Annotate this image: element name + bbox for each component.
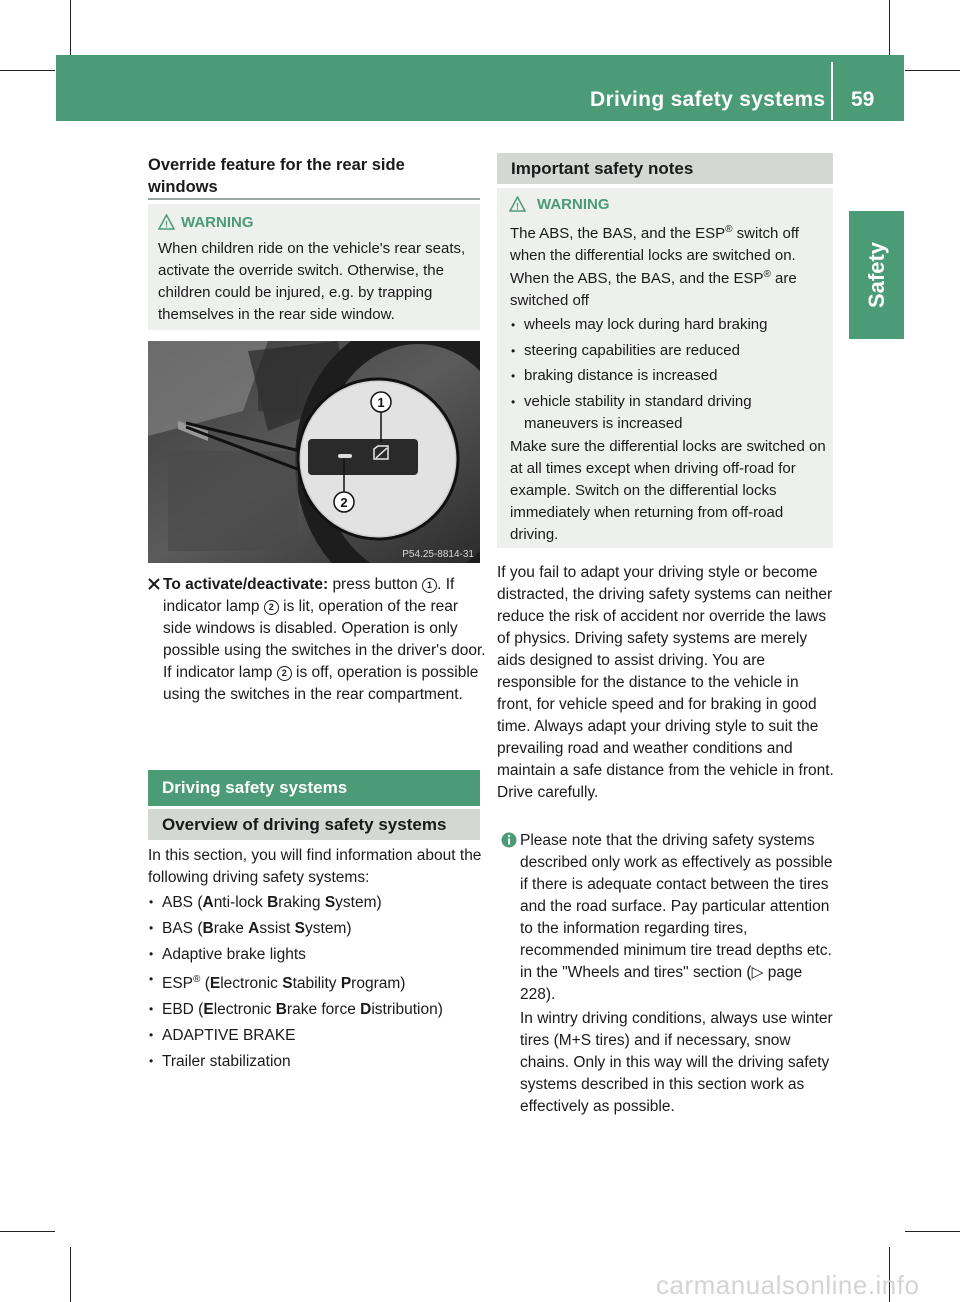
- warning-label: WARNING: [181, 214, 254, 231]
- instruction-arrow-icon: [148, 577, 160, 596]
- instruction-part-3: is lit, operation of the rear side windows is disabled. Operation is only possible using the switches in the driver's door. If indicator lamp: [163, 598, 486, 681]
- warning-icon-2: [509, 196, 526, 217]
- rear-windows-heading: Override feature for the rear side windows: [148, 156, 405, 196]
- callout-1: 1: [377, 395, 385, 410]
- section-heading-driving-safety: Driving safety systems: [148, 770, 480, 806]
- info-note: Please note that the driving safety systems described only work as effectively as possible if there is adequate contact between the tires and the road surface. Pay particular attention to the information regarding tires, recommended minimum tire tread depths etc. in the "Wheels and tires" section (▷ page 228).: [520, 832, 833, 1003]
- info-note-winter: In wintry driving conditions, always use winter tires (M+S tires) and if necessary, snow chains. Only in this way will the driving safety systems described in this section work as effectively as possible.: [520, 1010, 833, 1115]
- list-item-esp: • ESP® (Electronic Stability Program): [148, 967, 484, 997]
- list-item-trailer: • Trailer stabilization: [148, 1049, 484, 1075]
- warning-line-1: The ABS, the BAS, and the ESP® switch off when the differential locks are switched on.: [510, 224, 799, 264]
- overview-intro: In this section, you will find information about the following driving safety systems:: [148, 847, 482, 886]
- callout-ref-1: 1: [422, 578, 437, 593]
- watermark: carmanualsonline.info: [656, 1270, 920, 1300]
- subsection-heading-overview: Overview of driving safety systems: [148, 809, 480, 840]
- instruction-text: To activate/deactivate: press button 1 . If indicator lamp 2 is lit, operation of the rear side windows is disabled. Operation is only possible using the switches in the driver's door. If indicator lamp 2 is off, operation is possible using the switches in the rear compartment.: [163, 576, 486, 703]
- side-tab-label: Safety: [863, 241, 889, 309]
- heading-rule: [148, 198, 480, 200]
- svg-text:!: !: [516, 201, 519, 212]
- instruction-part-4: is off, operation is possible using the switches in the rear compartment.: [163, 664, 479, 703]
- effect-item: • wheels may lock during hard braking: [510, 314, 810, 336]
- list-item-bas: • BAS (Brake Assist System): [148, 916, 484, 942]
- svg-text:!: !: [165, 219, 168, 230]
- instruction-part-1: press button: [332, 576, 418, 593]
- instruction-lead: To activate/deactivate:: [163, 576, 329, 593]
- page-number: 59: [851, 88, 875, 111]
- callout-ref-2: 2: [264, 600, 279, 615]
- warning-closing: Make sure the differential locks are switched on at all times except when driving off-road for example. Switch on the differential locks immediately when returning from off-road driving.: [510, 438, 826, 543]
- list-item-adaptive-lights: • Adaptive brake lights: [148, 942, 484, 968]
- page-reference-link[interactable]: page 228: [520, 964, 803, 1003]
- safety-systems-list: [148, 890, 484, 1075]
- callout-2: 2: [340, 495, 348, 510]
- list-item-adaptive-brake: • ADAPTIVE BRAKE: [148, 1023, 484, 1049]
- list-item-abs: • ABS (Anti-lock Braking System): [148, 890, 484, 916]
- image-code: P54.25-8814-31: [402, 549, 474, 560]
- switch-photo: [148, 341, 480, 563]
- warning-icon: [158, 214, 175, 235]
- switch-photo-illustration: [148, 341, 480, 563]
- header-divider: [831, 62, 833, 120]
- list-item-ebd: • EBD (Electronic Brake force Distribution): [148, 997, 484, 1023]
- page-header-title: Driving safety systems: [590, 88, 826, 111]
- warning-label-2: WARNING: [537, 196, 610, 213]
- subsection-heading-important: Important safety notes: [497, 153, 833, 184]
- effect-item: • vehicle stability in standard driving maneuvers is increased: [510, 391, 810, 435]
- info-icon: [501, 832, 517, 853]
- warning-box-important: [497, 188, 833, 548]
- callout-ref-2b: 2: [277, 666, 292, 681]
- warning-box-rear-windows: [148, 204, 480, 330]
- page-ref-arrow-icon: ▷: [751, 964, 764, 981]
- effect-item: • steering capabilities are reduced: [510, 340, 810, 362]
- section-side-tab: [849, 211, 904, 339]
- warning-line-2: When the ABS, the BAS, and the ESP® are switched off: [510, 269, 797, 309]
- warning-text: When children ride on the vehicle's rear seats, activate the override switch. Otherwise, the children could be injured, e.g. by trapping themselves in the rear side window.: [158, 240, 466, 323]
- effect-item: • braking distance is increased: [510, 365, 810, 387]
- instruction-part-2: If indicator lamp: [163, 576, 455, 615]
- warning-effects-list: [510, 314, 810, 438]
- important-body: If you fail to adapt your driving style or become distracted, the driving safety systems can neither reduce the risk of accident nor override the laws of physics. Driving safety systems are merely aids designed to assist driving. You are responsible for the distance to the vehicle in front, for vehicle speed and for braking in good time. Always adapt your driving style to suit the prevailing road and weather conditions and maintain a safe distance from the vehicle in front. Drive carefully.: [497, 564, 834, 801]
